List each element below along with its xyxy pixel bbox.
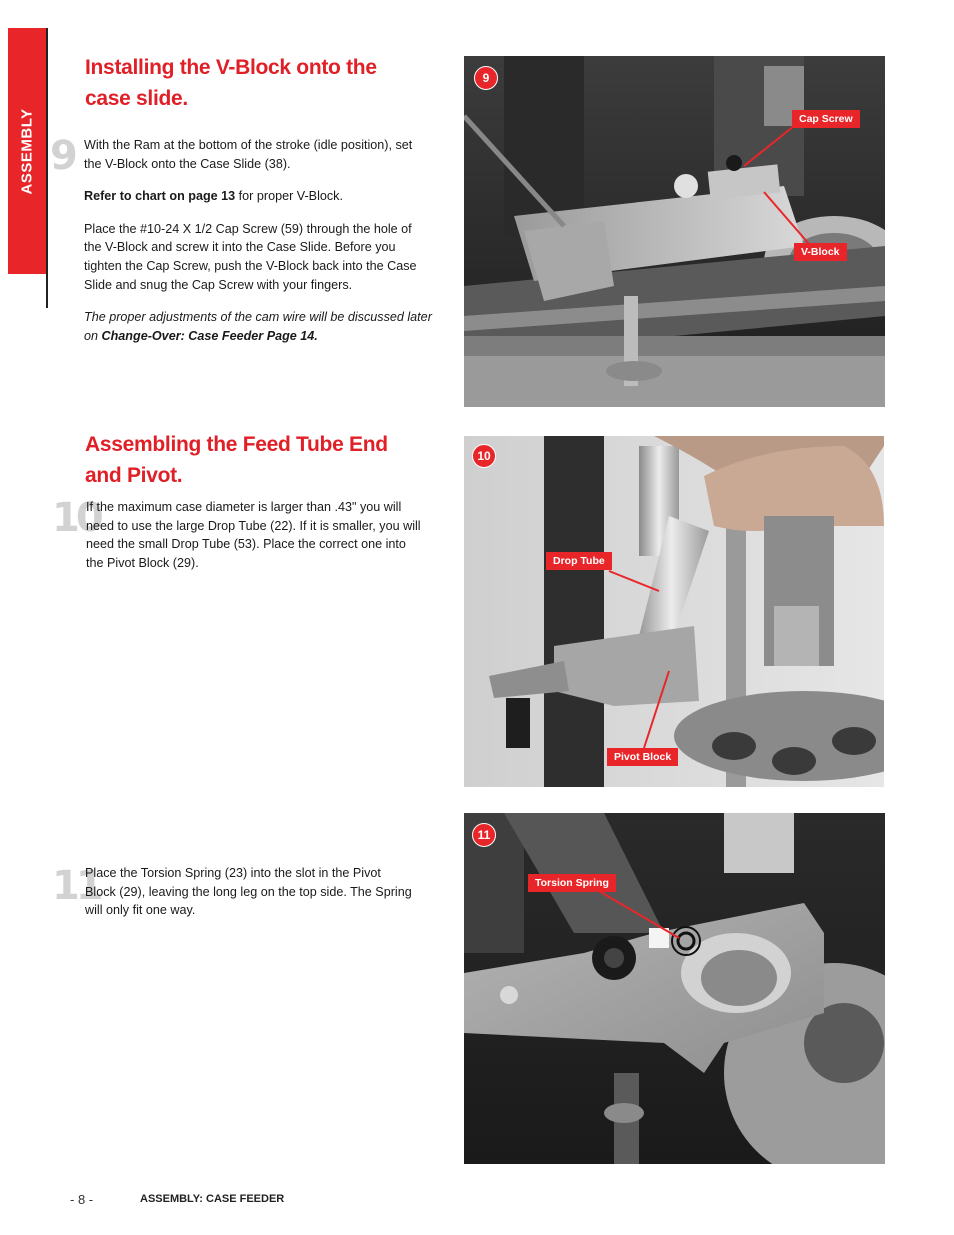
photo-drop-tube-image	[464, 436, 884, 787]
callout-torsion-spring: Torsion Spring	[528, 874, 616, 892]
section-9-p4-italic: The proper adjustments of the cam wire will be discussed later on	[84, 310, 432, 343]
callout-cap-screw: Cap Screw	[792, 110, 860, 128]
step-11-number: 11	[52, 863, 100, 909]
photo-v-block	[464, 56, 885, 407]
section-9-p2	[84, 187, 432, 206]
step-9-number: 9	[50, 133, 74, 179]
section-9-p4	[84, 308, 432, 345]
callout-v-block: V-Block	[794, 243, 847, 261]
section-10-body	[86, 498, 426, 586]
section-9-p3: Place the #10-24 X 1/2 Cap Screw (59) through the hole of the V-Block and screw it into the Case Slide. Before you tighten the Cap Screw, push the V-Block back into the Case Slide and snug the Cap Screw with your fingers.	[84, 221, 417, 292]
photo-11-badge: 11	[472, 823, 496, 847]
photo-torsion-spring	[464, 813, 885, 1164]
side-tab-label: ASSEMBLY	[18, 108, 36, 194]
photo-9-badge: 9	[474, 66, 498, 90]
section-9-heading	[85, 52, 377, 114]
section-10-p1: If the maximum case diameter is larger than .43" you will need to use the large Drop Tube (22). If it is smaller, you will need the small Drop Tube (53). Place the correct one into the Pivot Block (29).	[86, 500, 421, 570]
side-tab-label-wrap	[12, 96, 42, 206]
section-10-heading-line2: and Pivot.	[85, 464, 183, 487]
photo-10-badge: 10	[472, 444, 496, 468]
callout-pivot-block: Pivot Block	[607, 748, 678, 766]
section-9-heading-line2: case slide.	[85, 87, 188, 110]
section-10-heading	[85, 429, 388, 491]
step-10-number: 10	[52, 495, 100, 541]
section-9-p1: With the Ram at the bottom of the stroke (idle position), set the V-Block onto the Case Slide (38).	[84, 138, 413, 171]
section-9-p4-bold-italic: Change-Over: Case Feeder Page 14.	[101, 328, 318, 343]
section-9-heading-line1: Installing the V-Block onto the	[85, 56, 377, 79]
photo-v-block-image	[464, 56, 885, 407]
footer-section-title: ASSEMBLY: CASE FEEDER	[140, 1193, 285, 1205]
section-9-p2-bold: Refer to chart on page 13	[84, 189, 236, 204]
photo-torsion-spring-image	[464, 813, 885, 1164]
photo-drop-tube	[464, 436, 884, 787]
callout-drop-tube: Drop Tube	[546, 552, 612, 570]
page-number: - 8 -	[70, 1192, 94, 1207]
section-9-p2-rest: for proper V-Block.	[235, 189, 343, 204]
section-10-heading-line1: Assembling the Feed Tube End	[85, 433, 388, 456]
side-rule	[46, 28, 48, 308]
section-11-body	[85, 864, 415, 934]
section-11-p1: Place the Torsion Spring (23) into the slot in the Pivot Block (29), leaving the long leg on the top side. The Spring will only fit one way.	[85, 866, 412, 918]
section-9-body	[84, 136, 432, 359]
